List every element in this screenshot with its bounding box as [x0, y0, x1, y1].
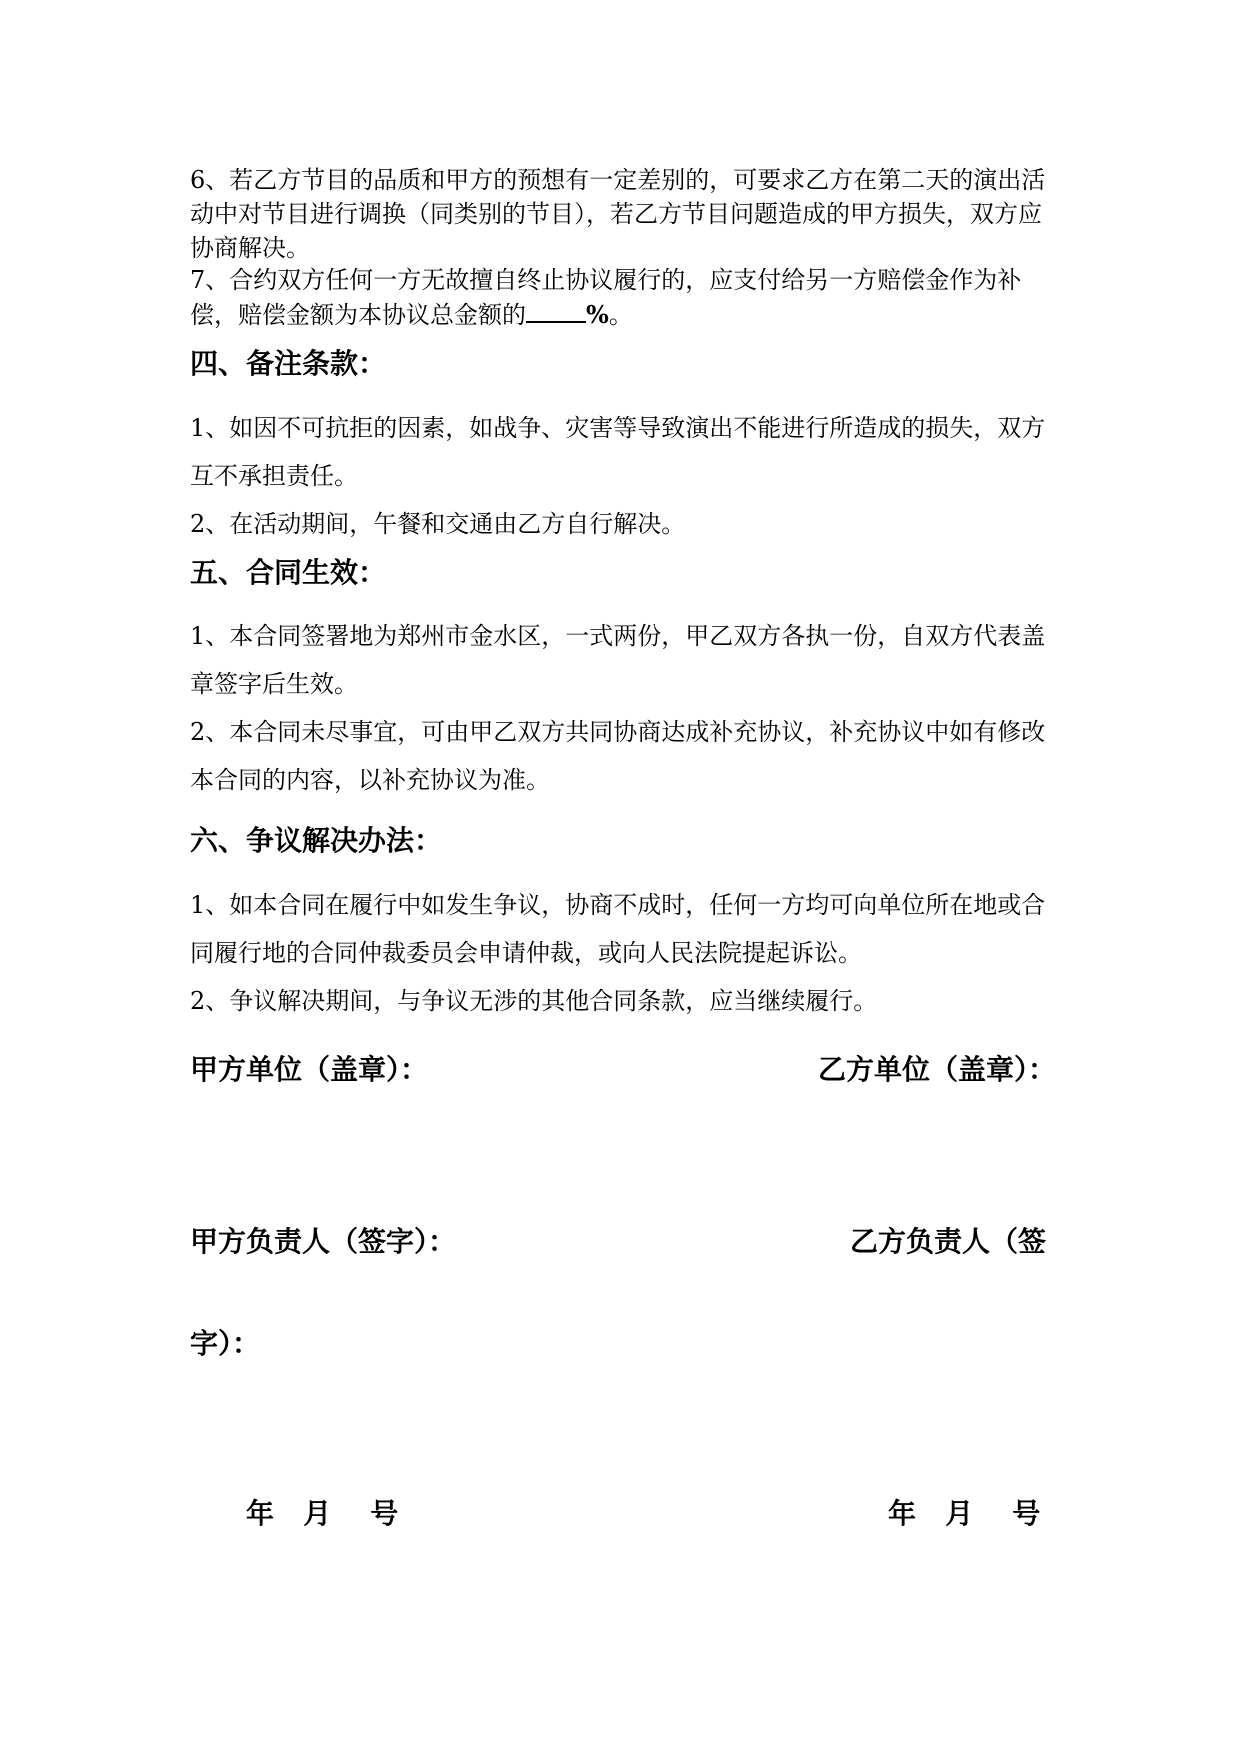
party-b-date: 年 月 号	[888, 1497, 1041, 1530]
party-b-unit-seal: 乙方单位（盖章）：	[818, 1053, 1057, 1086]
section-6-title: 六、争议解决办法：	[190, 824, 443, 857]
section-6-item-2: 2、争议解决期间，与争议无涉的其他合同条款，应当继续履行。	[190, 987, 878, 1015]
section-4-title: 四、备注条款：	[190, 347, 387, 380]
clause-7-end: 。	[608, 301, 633, 329]
clause-7	[190, 263, 1065, 332]
section-4-item-1: 1、如因不可抗拒的因素，如战争、灾害等导致演出不能进行所造成的损失，双方互不承担责任。	[190, 414, 1046, 490]
percent-blank[interactable]	[526, 297, 586, 323]
section-5-item-2: 2、本合同未尽事宜，可由甲乙双方共同协商达成补充协议，补充协议中如有修改本合同的内容，以补充协议为准。	[190, 718, 1046, 794]
section-5-title: 五、合同生效：	[190, 556, 387, 589]
section-6-item-1: 1、如本合同在履行中如发生争议，协商不成时，任何一方均可向单位所在地或合同履行地的合同仲裁委员会申请仲裁，或向人民法院提起诉讼。	[190, 891, 1046, 967]
clause-7-text: 7、合约双方任何一方无故擅自终止协议履行的，应支付给另一方赔偿金作为补偿，赔偿金额为本协议总金额的	[190, 266, 1022, 329]
section-4-item-2: 2、在活动期间，午餐和交通由乙方自行解决。	[190, 510, 686, 538]
party-a-unit-seal: 甲方单位（盖章）：	[190, 1053, 429, 1086]
party-a-date: 年 月 号	[246, 1497, 399, 1530]
percent-sign: %	[586, 300, 609, 329]
party-a-person-signature: 甲方负责人（签字）：	[190, 1225, 457, 1258]
clause-6: 6、若乙方节目的品质和甲方的预想有一定差别的，可要求乙方在第二天的演出活动中对节目进行调换（同类别的节目），若乙方节目问题造成的甲方损失，双方应协商解决。	[190, 166, 1046, 262]
party-b-person-signature-line1: 乙方负责人（签	[850, 1225, 1047, 1258]
section-5-item-1: 1、本合同签署地为郑州市金水区，一式两份，甲乙双方各执一份，自双方代表盖章签字后生效。	[190, 622, 1046, 698]
party-b-person-signature-line2: 字）：	[190, 1327, 261, 1360]
